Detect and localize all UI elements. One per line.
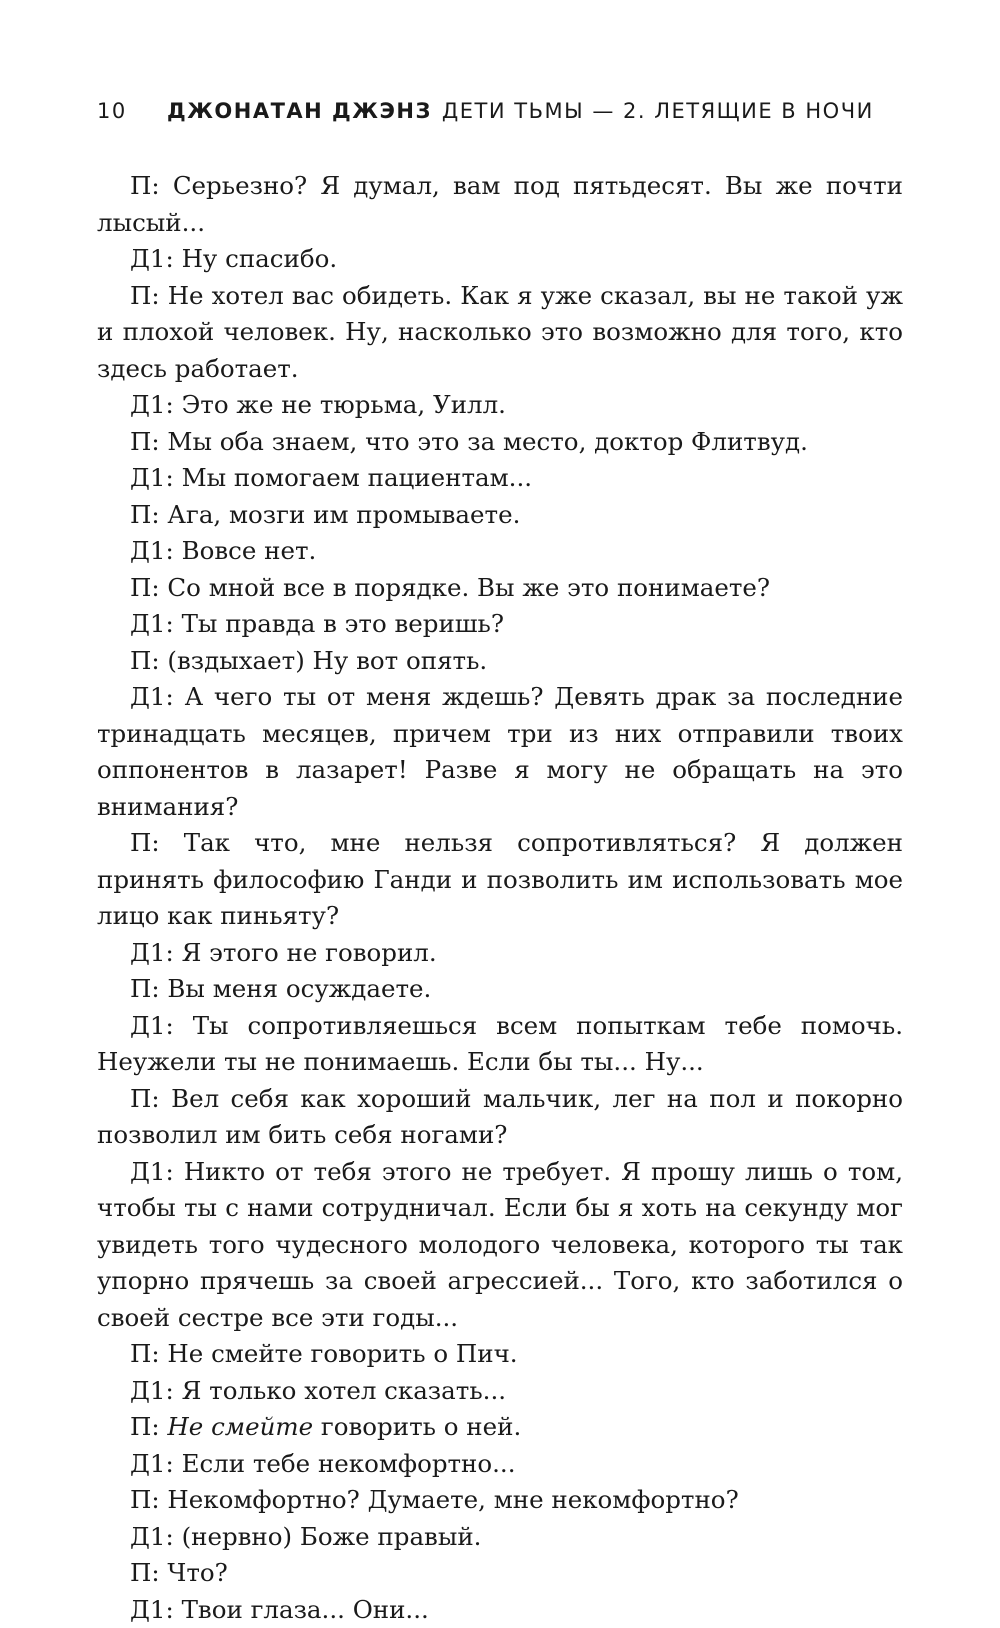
line-text: Так что, мне нельзя сопротивляться? Я должен принять философию Ганди и позволить им использовать мое лицо как пиньяту? (97, 828, 903, 930)
speaker: Д1: (130, 1157, 174, 1186)
running-header (97, 97, 917, 125)
line-text: Ты правда в это веришь? (182, 609, 504, 638)
dialogue-line (97, 1482, 903, 1519)
line-text: (нервно) Боже правый. (182, 1522, 482, 1551)
dialogue-line (97, 387, 903, 424)
speaker: П: (130, 573, 160, 602)
speaker: Д1: (130, 682, 174, 711)
line-text: Что? (167, 1558, 227, 1587)
line-text: Ты сопротивляешься всем попыткам тебе помочь. Неужели ты не понимаешь. Если бы ты... Ну... (97, 1011, 903, 1077)
dialogue-line (97, 168, 903, 241)
speaker: П: (130, 1412, 160, 1441)
speaker: Д1: (130, 390, 174, 419)
speaker: Д1: (130, 1595, 174, 1624)
speaker: Д1: (130, 244, 174, 273)
speaker: Д1: (130, 1011, 174, 1040)
emphasis-text: Не смейте (167, 1412, 313, 1441)
dialogue-line (97, 1555, 903, 1592)
dialogue-line (97, 825, 903, 935)
speaker: П: (130, 1084, 160, 1113)
line-text: Серьезно? Я думал, вам под пятьдесят. Вы же почти лысый... (97, 171, 903, 237)
line-text: Со мной все в порядке. Вы же это понимаете? (167, 573, 770, 602)
dialogue-line (97, 1008, 903, 1081)
dialogue-line (97, 533, 903, 570)
dialogue-line (97, 424, 903, 461)
dialogue-line (97, 643, 903, 680)
speaker: Д1: (130, 609, 174, 638)
line-text: Это же не тюрьма, Уилл. (182, 390, 506, 419)
line-text: говорить о ней. (321, 1412, 521, 1441)
speaker: П: (130, 500, 160, 529)
speaker: Д1: (130, 1449, 174, 1478)
book-title: ДЕТИ ТЬМЫ — 2. ЛЕТЯЩИЕ В НОЧИ (442, 99, 874, 123)
dialogue-line (97, 1336, 903, 1373)
speaker: П: (130, 974, 160, 1003)
page-number: 10 (97, 97, 167, 125)
speaker: П: (130, 171, 160, 200)
dialogue-line (97, 1154, 903, 1337)
dialogue-line (97, 460, 903, 497)
line-text: Мы помогаем пациентам... (182, 463, 532, 492)
speaker: П: (130, 281, 160, 310)
dialogue-line (97, 971, 903, 1008)
line-text: Не хотел вас обидеть. Как я уже сказал, вы не такой уж и плохой человек. Ну, насколько это возможно для того, кто здесь работает. (97, 281, 903, 383)
line-text: Вел себя как хороший мальчик, лег на пол и покорно позволил им бить себя ногами? (97, 1084, 903, 1150)
line-text: А чего ты от меня ждешь? Девять драк за последние тринадцать месяцев, причем три из них отправили твоих оппонентов в лазарет! Разве я могу не обращать на это внимания? (97, 682, 903, 821)
dialogue-text (97, 168, 903, 1628)
speaker: П: (130, 1485, 160, 1514)
dialogue-line (97, 570, 903, 607)
dialogue-line (97, 1081, 903, 1154)
speaker: Д1: (130, 463, 174, 492)
speaker: Д1: (130, 938, 174, 967)
speaker: П: (130, 828, 160, 857)
author-name: ДЖОНАТАН ДЖЭНЗ (167, 99, 432, 123)
speaker: П: (130, 646, 160, 675)
line-text: Вовсе нет. (182, 536, 317, 565)
speaker: П: (130, 1558, 160, 1587)
line-text: Твои глаза... Они... (182, 1595, 429, 1624)
dialogue-line (97, 935, 903, 972)
dialogue-line (97, 1519, 903, 1556)
dialogue-line (97, 1592, 903, 1628)
speaker: Д1: (130, 536, 174, 565)
dialogue-line (97, 1446, 903, 1483)
dialogue-line (97, 679, 903, 825)
line-text: Никто от тебя этого не требует. Я прошу лишь о том, чтобы ты с нами сотрудничал. Если бы я хоть на секунду мог увидеть того чудесного молодого человека, которого ты так упорно прячешь за своей агрессией... Того, кто заботился о своей сестре все эти годы... (97, 1157, 903, 1332)
dialogue-line (97, 497, 903, 534)
dialogue-line (97, 241, 903, 278)
dialogue-line (97, 1373, 903, 1410)
line-text: Я только хотел сказать... (182, 1376, 506, 1405)
dialogue-line (97, 606, 903, 643)
line-text: Вы меня осуждаете. (167, 974, 431, 1003)
line-text: Не смейте говорить о Пич. (167, 1339, 517, 1368)
speaker: Д1: (130, 1522, 174, 1551)
dialogue-line (97, 278, 903, 388)
line-text: Ага, мозги им промываете. (167, 500, 520, 529)
line-text: Некомфортно? Думаете, мне некомфортно? (167, 1485, 738, 1514)
line-text: Если тебе некомфортно... (182, 1449, 516, 1478)
speaker: П: (130, 427, 160, 456)
line-text: (вздыхает) Ну вот опять. (167, 646, 487, 675)
speaker: П: (130, 1339, 160, 1368)
speaker: Д1: (130, 1376, 174, 1405)
line-text: Ну спасибо. (182, 244, 338, 273)
line-text: Мы оба знаем, что это за место, доктор Флитвуд. (167, 427, 808, 456)
dialogue-line (97, 1409, 903, 1446)
line-text: Я этого не говорил. (182, 938, 437, 967)
